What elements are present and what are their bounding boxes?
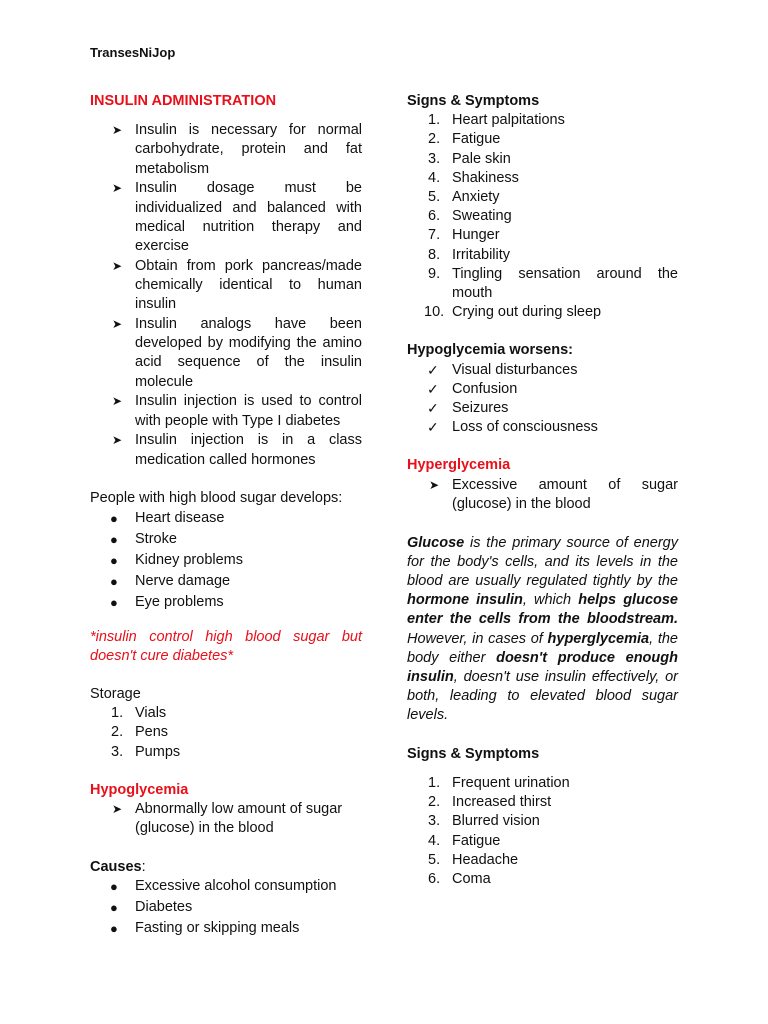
arrow-bullet-icon: ➤ xyxy=(112,123,123,138)
document-header: TransesNiJop xyxy=(90,45,176,60)
list-item: ● Diabetes xyxy=(90,898,362,917)
bullet-icon: ● xyxy=(110,879,118,895)
list-item: 2. Pens xyxy=(111,724,169,741)
list-item: ● Stroke xyxy=(90,530,362,549)
signs-symptoms-heading: Signs & Symptoms xyxy=(407,93,540,109)
signs-symptoms-heading-2: Signs & Symptoms xyxy=(407,745,540,762)
storage-list xyxy=(90,704,362,762)
list-item: ➤ Excessive amount of sugar (glucose) in the blood xyxy=(429,476,678,512)
check-icon: ✓ xyxy=(427,400,439,417)
list-item: 10. Crying out during sleep xyxy=(424,304,602,321)
list-item: ✓ Visual disturbances xyxy=(407,361,678,380)
list-item: 3. Blurred vision xyxy=(428,813,540,830)
list-item: 8. Irritability xyxy=(428,246,511,263)
list-item: ➤ Obtain from pork pancreas/made chemically identical to human insulin xyxy=(112,257,362,313)
bullet-icon: ● xyxy=(110,594,118,610)
section-title-hyperglycemia: Hyperglycemia xyxy=(407,457,511,474)
section-title-hypoglycemia: Hypoglycemia xyxy=(90,781,189,798)
list-item: 3. Pale skin xyxy=(428,150,511,167)
list-item: 4. Fatigue xyxy=(428,832,501,849)
list-item: ➤ Insulin is necessary for normal carbohydrate, protein and fat metabolism xyxy=(112,122,362,177)
causes-heading: Causes: xyxy=(90,859,146,876)
list-item: 7. Hunger xyxy=(428,227,500,244)
bullet-icon: ● xyxy=(110,531,118,547)
check-icon: ✓ xyxy=(427,380,439,397)
list-item: 3. Pumps xyxy=(111,743,181,760)
list-item: ● Nerve damage xyxy=(90,572,362,591)
bullet-icon: ● xyxy=(110,573,118,589)
list-item: 1. Frequent urination xyxy=(428,774,570,791)
right-column xyxy=(407,92,678,889)
list-item: ● Eye problems xyxy=(90,593,362,612)
arrow-bullet-icon: ➤ xyxy=(112,258,123,273)
list-item: 2. Increased thirst xyxy=(428,794,552,811)
list-item: ➤ Abnormally low amount of sugar (glucose) in the blood xyxy=(112,801,343,837)
bullet-icon: ● xyxy=(110,552,118,568)
check-icon: ✓ xyxy=(427,361,439,378)
list-item: 5. Anxiety xyxy=(428,189,500,206)
high-sugar-heading: People with high blood sugar develops: xyxy=(90,490,343,507)
hyperglycemia-definition xyxy=(407,476,678,514)
list-item: ✓ Seizures xyxy=(407,399,678,418)
hypoglycemia-definition xyxy=(90,800,362,838)
insulin-note: *insulin control high blood sugar but doesn't cure diabetes* xyxy=(90,628,362,664)
list-item: ➤ Insulin dosage must be individualized and balanced with medical nutrition therapy and exercise xyxy=(112,180,362,255)
hypoglycemia-worsens-heading: Hypoglycemia worsens: xyxy=(407,342,573,359)
arrow-bullet-icon: ➤ xyxy=(429,477,440,492)
bullet-icon: ● xyxy=(110,921,118,937)
arrow-bullet-icon: ➤ xyxy=(112,394,123,409)
list-item: 1. Vials xyxy=(111,705,167,722)
list-item: 5. Headache xyxy=(428,851,519,868)
worsens-list xyxy=(407,361,678,438)
list-item: ● Fasting or skipping meals xyxy=(90,919,362,938)
arrow-bullet-icon: ➤ xyxy=(112,802,123,817)
storage-heading: Storage xyxy=(90,686,141,703)
list-item: ● Excessive alcohol consumption xyxy=(90,877,362,896)
list-item: 4. Shakiness xyxy=(428,169,519,186)
bullet-icon: ● xyxy=(110,510,118,526)
glucose-paragraph: Glucose is the primary source of energy for the body's cells, and its levels in the blood are usually regulated tightly by the hormone insulin, which helps glucose enter the cells from the bloodstream. However, in cases of hyperglycemia, the body either doesn't produce enough insulin, doesn't use insulin effectively, or both, leading to elevated blood sugar levels. xyxy=(407,534,678,724)
check-icon: ✓ xyxy=(427,419,439,436)
arrow-bullet-icon: ➤ xyxy=(112,181,123,196)
high-sugar-list xyxy=(90,509,362,612)
list-item: 1. Heart palpitations xyxy=(428,112,565,129)
list-item: 6. Sweating xyxy=(428,208,512,225)
list-item: ➤ Insulin injection is in a class medication called hormones xyxy=(112,432,362,468)
arrow-bullet-icon: ➤ xyxy=(112,433,123,448)
hyper-signs-list xyxy=(407,774,678,889)
bullet-icon: ● xyxy=(110,900,118,916)
left-column xyxy=(90,92,362,940)
list-item: ➤ Insulin injection is used to control with people with Type I diabetes xyxy=(112,393,362,429)
list-item: ● Heart disease xyxy=(90,509,362,528)
list-item: ➤ Insulin analogs have been developed by modifying the amino acid sequence of the insulin molecule xyxy=(112,316,362,390)
list-item: 6. Coma xyxy=(428,870,491,887)
list-item: ✓ Confusion xyxy=(407,380,678,399)
list-item: ● Kidney problems xyxy=(90,551,362,570)
list-item: ✓ Loss of consciousness xyxy=(407,418,678,437)
hypo-signs-list xyxy=(407,111,678,322)
causes-list xyxy=(90,877,362,938)
arrow-bullet-icon: ➤ xyxy=(112,317,123,332)
section-title-insulin-administration: INSULIN ADMINISTRATION xyxy=(90,93,277,109)
list-item: 9. Tingling sensation around the mouth xyxy=(428,265,678,302)
insulin-facts-list xyxy=(90,121,362,470)
list-item: 2. Fatigue xyxy=(428,131,501,148)
